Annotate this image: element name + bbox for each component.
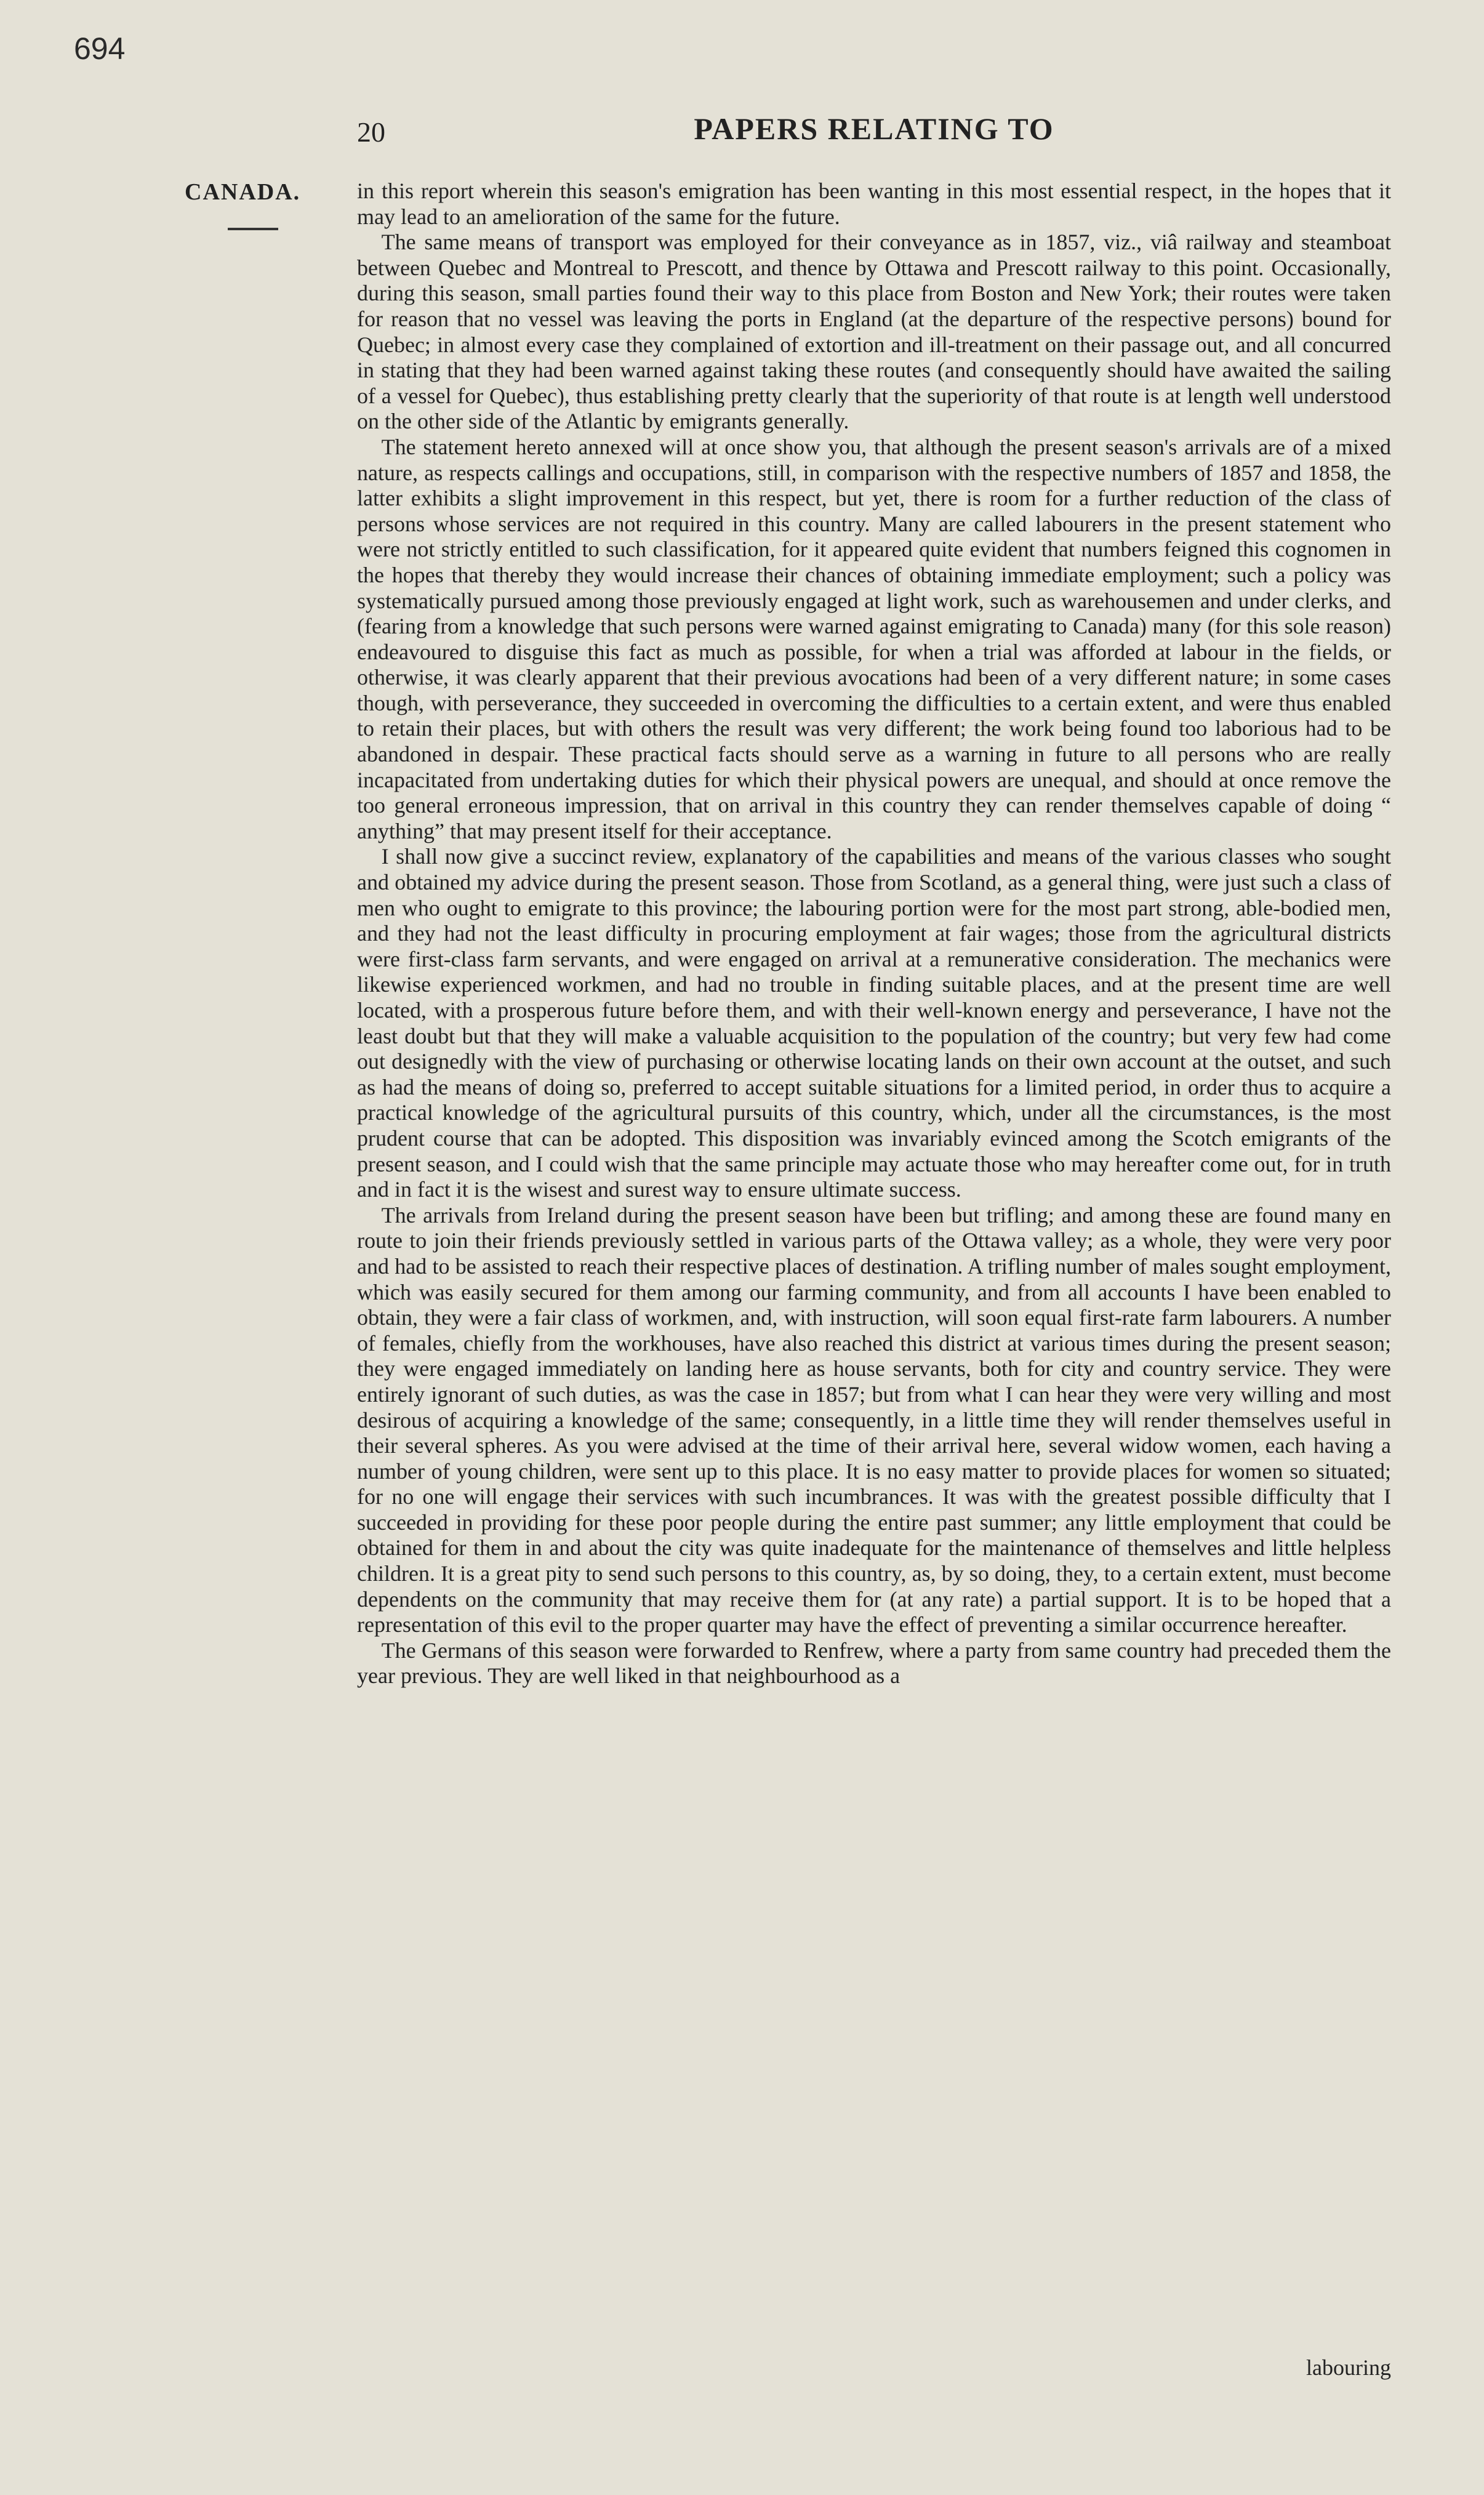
paragraph-6: The Germans of this season were forwarded to Renfrew, where a party from same country had preceded them the year previous. They are well liked in that neighbourhood as a bbox=[357, 1637, 1391, 1689]
paragraph-2: The same means of transport was employed for their conveyance as in 1857, viz., viâ railway and steamboat between Quebec and Montreal to Prescott, and thence by Ottawa and Prescott railway to this point. Occasionally, during this season, small parties found their way to this place from Boston and New York; their routes were taken for reason that no vessel was leaving the ports in England (at the departure of the respective persons) bound for Quebec; in almost every case they complained of extortion and ill-treatment on their passage out, and all concurred in stating that they had been warned against taking these routes (and consequently should have awaited the sailing of a vessel for Quebec), thus establishing pretty clearly that the superiority of that route is at length well understood on the other side of the Atlantic by emigrants generally. bbox=[357, 230, 1391, 434]
page-header bbox=[357, 111, 1391, 160]
running-title: PAPERS RELATING TO bbox=[694, 111, 1054, 146]
margin-rule bbox=[228, 228, 278, 230]
page-number: 20 bbox=[357, 116, 385, 148]
paragraph-4: I shall now give a succinct review, explanatory of the capabilities and means of the various classes who sought and obtained my advice during the present season. Those from Scotland, as a general thing, were just such a class of men who ought to emigrate to this province; the labouring portion were for the most part strong, able-bodied men, and they had not the least difficulty in procuring employment at fair wages; those from the agricultural districts were first-class farm servants, and were engaged on arrival at a remunerative consideration. The mechanics were likewise experienced workmen, and had no trouble in finding suitable places, and at the present time are well located, with a prosperous future before them, and with their well-known energy and perseverance, I have not the least doubt but that they will make a valuable acquisition to the population of the country; but very few had come out designedly with the view of purchasing or otherwise locating lands on their own account at the outset, and such as had the means of doing so, preferred to accept suitable situations for a limited period, in order thus to acquire a practical knowledge of the agricultural pursuits of this country, which, under all the circumstances, is the most prudent course that can be adopted. This disposition was invariably evinced among the Scotch emigrants of the present season, and I could wish that the same principle may actuate those who may hereafter come out, for in truth and in fact it is the wisest and surest way to ensure ultimate success. bbox=[357, 844, 1391, 1202]
margin-note: CANADA. bbox=[185, 179, 301, 205]
catchword: labouring bbox=[1306, 2355, 1391, 2380]
paragraph-3: The statement hereto annexed will at once show you, that although the present season's arrivals are of a mixed nature, as respects callings and occupations, still, in comparison with the respective numbers of 1857 and 1858, the latter exhibits a slight improvement in this respect, but yet, there is room for a further reduction of the class of persons whose services are not required in this country. Many are called labourers in the present statement who were not strictly entitled to such classification, for it appeared quite evident that numbers feigned this cognomen in the hopes that thereby they would increase their chances of obtaining immediate employment; such a policy was systematically pursued among those previously engaged at light work, such as warehousemen and under clerks, and (fearing from a knowledge that such persons were warned against emigrating to Canada) many (for this sole reason) endeavoured to disguise this fact as much as possible, for when a trial was afforded at labour in the fields, or otherwise, it was clearly apparent that their previous avocations had been of a very different nature; in some cases though, with perseverance, they succeeded in overcoming the difficulties to a certain extent, and were thus enabled to retain their places, but with others the result was very different; the work being found too laborious had to be abandoned in despair. These practical facts should serve as a warning in future to all persons who are really incapacitated from undertaking duties for which their physical powers are unequal, and should at once remove the too general erroneous impression, that on arrival in this country they can render themselves capable of doing “ anything” that may present itself for their acceptance. bbox=[357, 434, 1391, 843]
body-text bbox=[357, 179, 1391, 1689]
paragraph-5: The arrivals from Ireland during the present season have been but trifling; and among these are found many en route to join their friends previously settled in various parts of the Ottawa valley; as a whole, they were very poor and had to be assisted to reach their respective places of destination. A trifling number of males sought employment, which was easily secured for them among our farming community, and from all accounts I have been enabled to obtain, they were a fair class of workmen, and, with instruction, will soon equal first-rate farm labourers. A number of females, chiefly from the workhouses, have also reached this district at various times during the present season; they were engaged immediately on landing here as house servants, both for city and country service. They were entirely ignorant of such duties, as was the case in 1857; but from what I can hear they were very willing and most desirous of acquiring a knowledge of the same; consequently, in a little time they will render themselves useful in their several spheres. As you were advised at the time of their arrival here, several widow women, each having a number of young children, were sent up to this place. It is no easy matter to provide places for women so situated; for no one will engage their services with such incumbrances. It was with the greatest possible difficulty that I succeeded in providing for these poor people during the entire past summer; any little employment that could be obtained for them in and about the city was quite inadequate for the maintenance of themselves and little helpless children. It is a great pity to send such persons to this country, as, by so doing, they, to a certain extent, must become dependents on the community that may receive them for (at any rate) a partial support. It is to be hoped that a representation of this evil to the proper quarter may have the effect of preventing a similar occurrence hereafter. bbox=[357, 1202, 1391, 1637]
paragraph-1: in this report wherein this season's emigration has been wanting in this most essential respect, in the hopes that it may lead to an amelioration of the same for the future. bbox=[357, 179, 1391, 229]
scan-page-number: 694 bbox=[74, 31, 126, 66]
